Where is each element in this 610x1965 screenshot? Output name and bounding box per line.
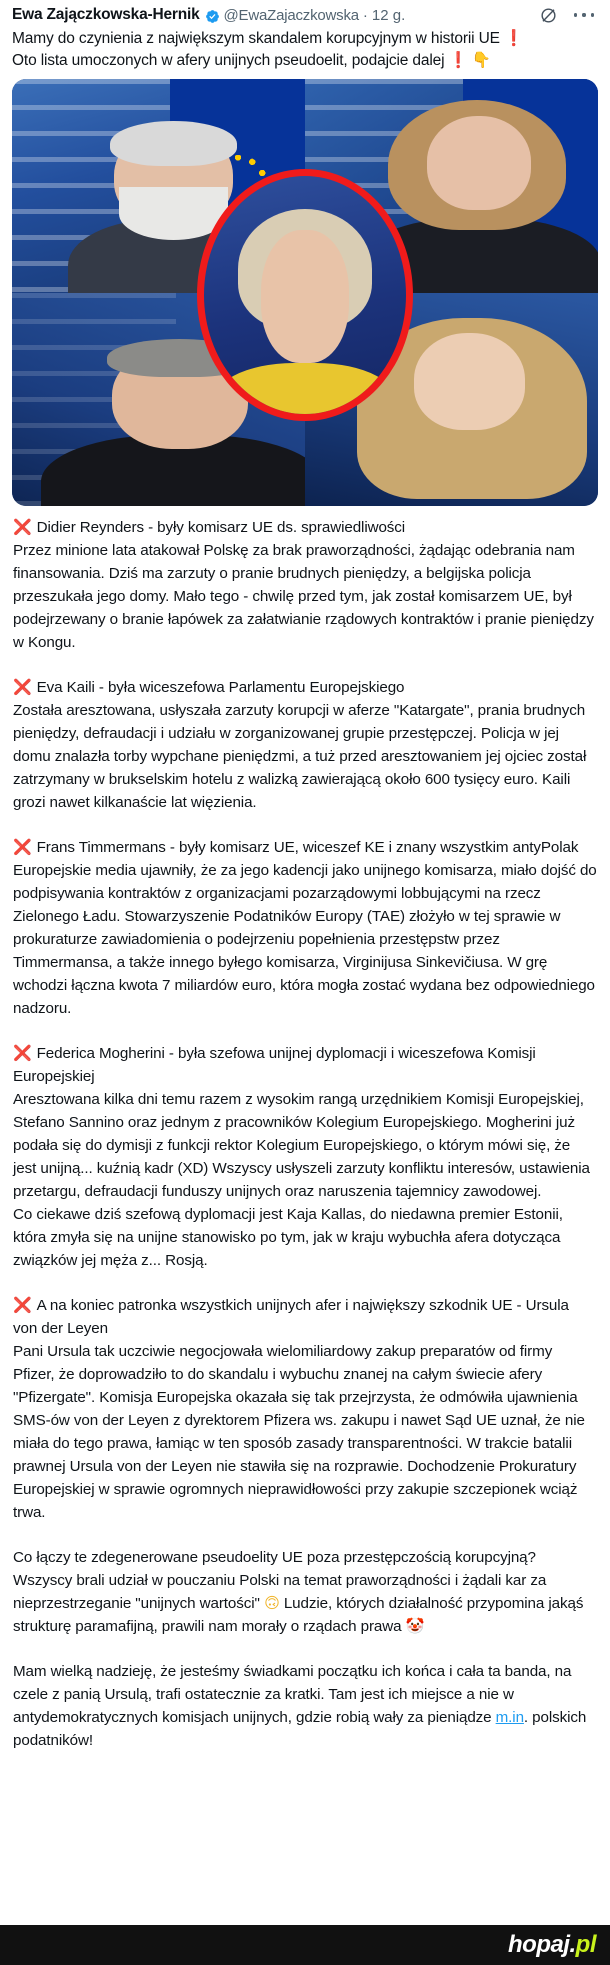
- section-heading-row: [13, 836, 597, 859]
- cross-mark-icon: ❌: [13, 1296, 32, 1314]
- exclamation-emoji-2: ❗: [448, 50, 468, 69]
- cross-mark-icon: ❌: [13, 1044, 32, 1062]
- logo-main-text: hopaj.: [508, 1931, 576, 1958]
- person-head: [261, 230, 348, 363]
- upside-down-face-emoji: 🙃: [263, 1594, 280, 1612]
- section-body: Europejskie media ujawniły, że za jego kadencji jako unijnego komisarza, miało dojść do podpisywania kontraktów z organizacjami pozarządowymi lobbującymi na rzecz Zielonego Ładu. Stowarzyszenie Podatników Europy (TAE) złożyło w tej sprawie w prokuraturze zawiadomienia o podejrzeniu popełnienia przestępstw przez Timmermansa, a także innego byłego komisarza, Virginijusa Sinkevičiusa. W grę wchodzi łączna kwota 7 miliardów euro, która mogła zostać wydana bez odpowiedniego nadzoru.: [13, 862, 597, 1017]
- section-body-extra: Co ciekawe dziś szefową dyplomacji jest Kaja Kallas, do niedawna premier Estonii, która zmyła się na unijne stanowisko po tym, jak w kraju wybuchła afera dotycząca związków jej męża z... Rosją.: [13, 1206, 563, 1269]
- min-link[interactable]: m.in: [495, 1709, 524, 1726]
- section-kaili: [13, 676, 597, 814]
- highlighted-person-von-der-leyen: [197, 169, 413, 421]
- section-heading: Didier Reynders - były komisarz UE ds. sprawiedliwości: [36, 519, 406, 536]
- closing-paragraph-1: [13, 1546, 597, 1638]
- logo-tld-text: pl: [575, 1931, 596, 1958]
- cross-mark-icon: ❌: [13, 518, 32, 536]
- person-head: [427, 116, 531, 210]
- section-body: Pani Ursula tak uczciwie negocjowała wielomiliardowy zakup preparatów od firmy Pfizer, że doprowadziło to do skandalu i wybuchu znanej na całym świecie afery "Pfizergate". Komisja Europejska okazała się tak przejrzysta, że odmówiła ujawnienia SMS-ów von der Leyen z dyrektorem Pfizera ws. zakupu i nawet Sąd UE uznał, że nie miała do tego prawa, łamiąc w ten sposób zasady transparentności. W trakcie batalii prawnej Ursula von der Leyen nie stawiła się na rozprawie. Dochodzenie Prokuratury Europejskiej w sprawie ogromnych nieprawidłowości przy zakupie szczepionek wciąż trwa.: [13, 1343, 585, 1521]
- clown-face-emoji: 🤡: [405, 1617, 425, 1635]
- lead-line-1: [12, 28, 598, 50]
- site-footer: [0, 1925, 610, 1965]
- hopaj-logo[interactable]: [508, 1933, 596, 1957]
- section-heading-row: [13, 516, 597, 539]
- more-options-icon[interactable]: [574, 5, 594, 25]
- person-figure: [232, 209, 377, 421]
- section-heading-row: [13, 676, 597, 699]
- section-heading: Frans Timmermans - były komisarz UE, wiceszef KE i znany wszystkim antyPolak: [36, 839, 579, 856]
- lead-line-1-text: Mamy do czynienia z największym skandalem korupcyjnym w historii UE: [12, 30, 500, 47]
- section-heading: Eva Kaili - była wiceszefowa Parlamentu Europejskiego: [36, 679, 405, 696]
- post-body-text: [8, 516, 602, 1752]
- closing2-text-a: Mam wielką nadzieję, że jesteśmy świadkami początku ich końca i cała ta banda, na czele z panią Ursulą, trafi ostatecznie za kratki. Tam jest ich miejsce a nie w antydemokratycznych komisjach unijnych, gdzie robią wały za pieniądze: [13, 1663, 572, 1726]
- author-name[interactable]: Ewa Zajączkowska-Hernik: [12, 6, 200, 23]
- post-header: [8, 0, 602, 28]
- section-mogherini: [13, 1042, 597, 1272]
- down-arrow-emoji: 👇: [471, 50, 492, 69]
- closing-paragraph-2: [13, 1660, 597, 1752]
- section-heading: Federica Mogherini - była szefowa unijnej dyplomacji i wiceszefowa Komisji Europejskiej: [13, 1045, 536, 1085]
- verified-badge-icon: [205, 9, 220, 24]
- author-handle[interactable]: @EwaZajaczkowska: [223, 6, 359, 24]
- closing2-text-b: . polskich podatników!: [13, 1709, 587, 1749]
- post-lead-text: [8, 28, 602, 77]
- section-body: Została aresztowana, usłyszała zarzuty korupcji w aferze "Katargate", prania brudnych pieniędzy, defraudacji i udziału w zorganizowanej grupie przestępczej. Policja w jej domu znalazła torby wypchane pieniędzmi, a tuż przed aresztowaniem jej ojciec został zatrzymany w brukselskim hotelu z walizką zawierającą około 600 tysięcy euro. Kaili grozi nawet kilkanaście lat więzienia.: [13, 702, 587, 811]
- lead-line-2-text: Oto lista umoczonych w afery unijnych pseudoelit, podajcie dalej: [12, 51, 445, 69]
- grok-slash-circle-icon[interactable]: [539, 6, 558, 25]
- section-heading-row: [13, 1042, 597, 1088]
- person-hair: [110, 121, 237, 167]
- section-von-der-leyen: [13, 1294, 597, 1524]
- section-heading-row: [13, 1294, 597, 1340]
- post-media-collage[interactable]: [12, 79, 598, 506]
- section-body: Aresztowana kilka dni temu razem z wysokim rangą urzędnikiem Komisji Europejskiej, Stefano Sannino oraz jednym z pracowników Kolegium Europejskiego. Mogherini już podała się do dymisji z funkcji rektor Kolegium Europejskiego, o którym mówi się, że jest unijną... kuźnią kadr (XD) Wszyscy usłyszeli zarzuty konfliktu interesów, ustawienia przetargu, defraudacji funduszy unijnych oraz naruszenia tajemnicy zawodowej.: [13, 1091, 590, 1200]
- closing-text-a: Co łączy te zdegenerowane pseudoelity UE poza przestępczością korupcyjną? Wszyscy brali udział w pouczaniu Polski na temat praworządności i żądali kar za nieprzestrzeganie "unijnych wartości": [13, 1549, 547, 1612]
- person-head: [414, 333, 525, 429]
- post-timestamp[interactable]: 12 g.: [371, 6, 406, 24]
- exclamation-emoji: ❗: [504, 29, 524, 47]
- closing-text-b: Ludzie, których działalność przypomina jakąś strukturę paramafijną, prawili nam morały o rządach prawa: [13, 1595, 584, 1635]
- person-body: [209, 363, 401, 420]
- cross-mark-icon: ❌: [13, 838, 32, 856]
- section-timmermans: [13, 836, 597, 1020]
- header-separator: ·: [362, 6, 368, 24]
- section-heading: A na koniec patronka wszystkich unijnych afer i największy szkodnik UE - Ursula von der Leyen: [13, 1297, 569, 1337]
- section-reynders: [13, 516, 597, 654]
- cross-mark-icon: ❌: [13, 678, 32, 696]
- section-body: Przez minione lata atakował Polskę za brak praworządności, żądając odebrania nam finansowania. Dziś ma zarzuty o pranie brudnych pieniędzy, a belgijska policja przeszukała jego domy. Mało tego - chwilę przed tym, jak został komisarzem UE, był podejrzewany o branie łapówek za załatwianie rządowych kontraktów i pranie pieniędzy w Kongu.: [13, 542, 594, 651]
- lead-line-2: [12, 50, 598, 72]
